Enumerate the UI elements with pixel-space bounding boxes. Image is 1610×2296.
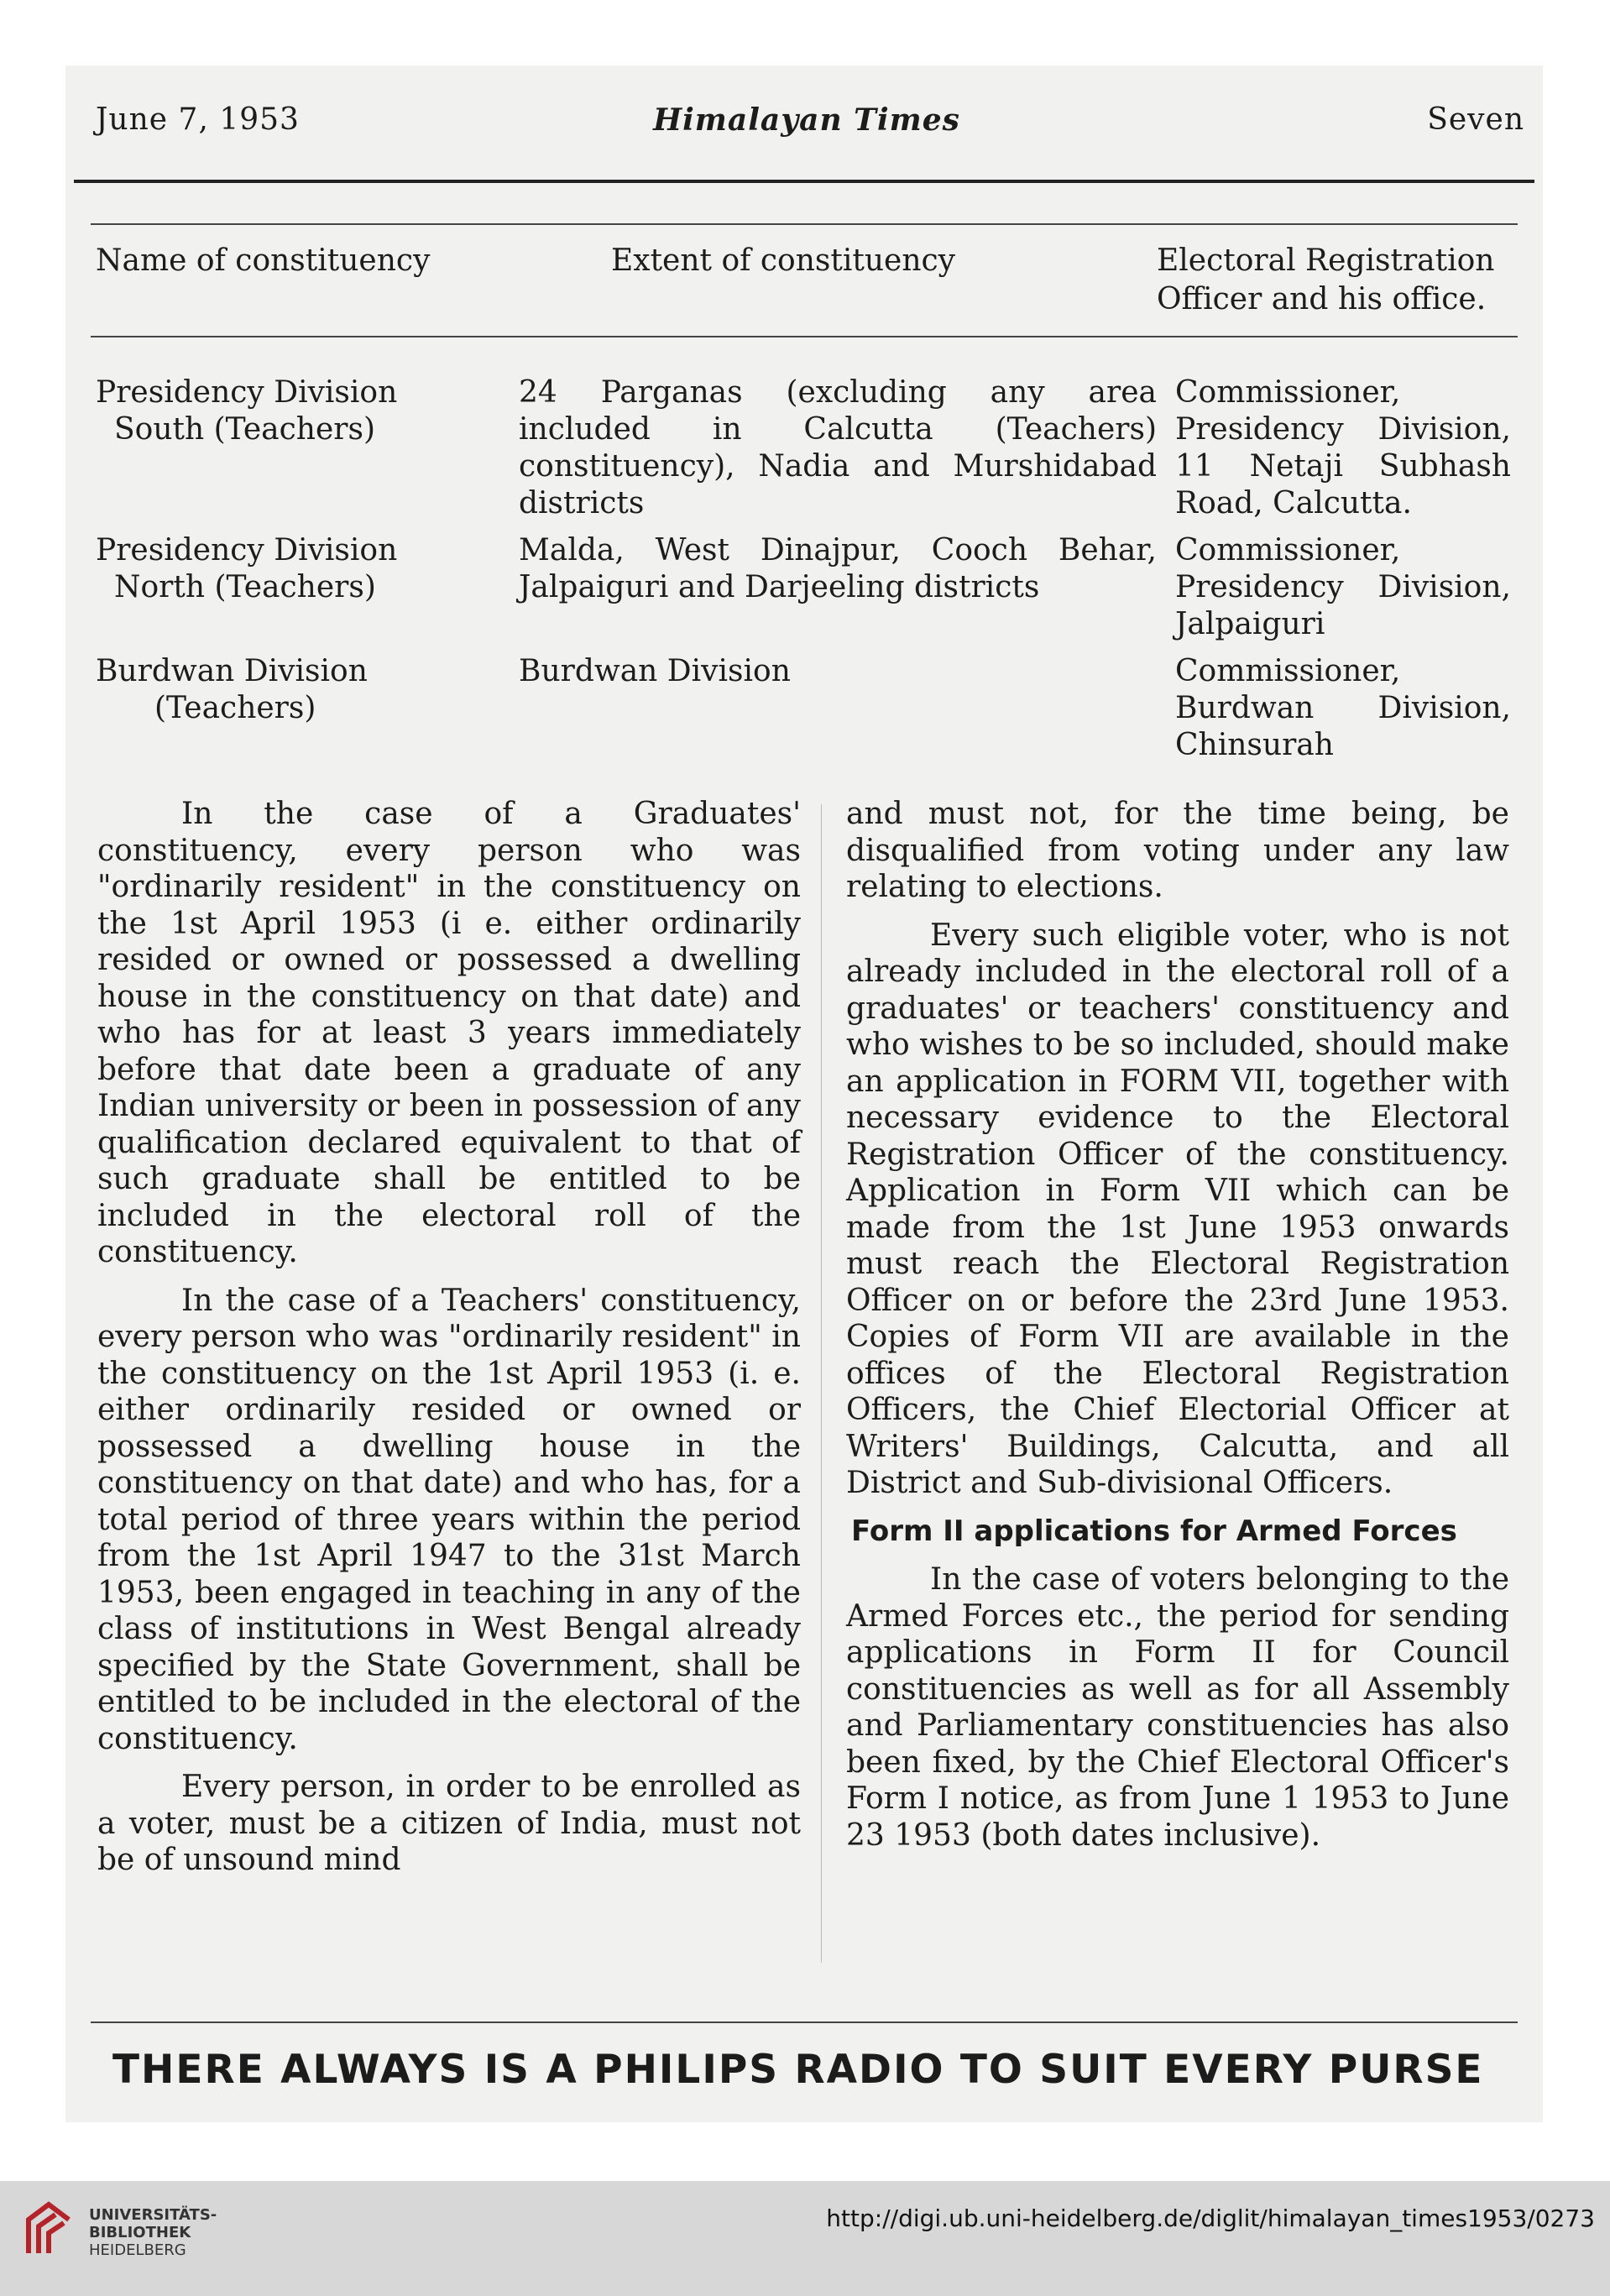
registration-officer: Commissioner, Presidency Division, 11 Netaji Subhash Road, Calcutta.: [1175, 375, 1511, 520]
constituency-extent: Malda, West Dinajpur, Cooch Behar, Jalpaiguri and Darjeeling districts: [519, 533, 1157, 604]
issue-date: June 7, 1953: [96, 102, 300, 137]
table-top-rule: [91, 223, 1518, 225]
article-column-right: [846, 796, 1509, 1865]
philips-advert: THERE ALWAYS IS A PHILIPS RADIO TO SUIT EVERY PURSE: [112, 2047, 1484, 2093]
table-row: [96, 653, 465, 727]
table-row: [96, 374, 465, 448]
constituency-type: (Teachers): [154, 691, 316, 725]
constituency-type: South (Teachers): [114, 412, 376, 447]
library-footer: [0, 2181, 1610, 2296]
library-name: UNIVERSITÄTS- BIBLIOTHEK HEIDELBERG: [89, 2206, 217, 2259]
paragraph: In the case of a Teachers' constituency, every person who was "ordinarily resident" in the constituency on the 1st April 1953 (i. e. either ordinarily resided or owned or possessed a dwelling house in the constituency on that date) and who has, for a total period of three years within the period from the 1st April 1947 to the 31st March 1953, been engaged in teaching in any of the class of institutions in West Bengal already specified by the State Government, shall be entitled to be included in the electoral of the constituency.: [97, 1283, 801, 1756]
table-header-name: Name of constituency: [96, 243, 431, 278]
column-divider: [821, 804, 822, 1963]
newspaper-page: [65, 65, 1543, 2122]
constituency-extent: Burdwan Division: [519, 654, 791, 688]
masthead: Himalayan Times: [653, 102, 960, 138]
constituency-extent: 24 Parganas (excluding any area included in Calcutta (Teachers) constituency), Nadia and Murshidabad districts: [519, 375, 1157, 520]
constituency-name: Burdwan Division: [96, 654, 368, 688]
advert-rule: [91, 2021, 1518, 2023]
paragraph: Every such eligible voter, who is not already included in the electoral roll of a graduates' or teachers' constituency and who wishes to be so included, should make an application in FORM VII, together with necessary evidence to the Electoral Registration Officer of the constituency. Application in Form VII which can be made from the 1st June 1953 onwards must reach the Electoral Registration Officer on or before the 23rd June 1953. Copies of Form VII are available in the offices of the Electoral Registration Officers, the Chief Electorial Officer at Writers' Buildings, Calcutta, and all District and Sub-divisional Officers.: [846, 918, 1509, 1500]
table-header-rule: [91, 336, 1518, 337]
registration-officer: Commissioner, Presidency Division, Jalpaiguri: [1175, 533, 1511, 641]
paragraph: Every person, in order to be enrolled as a voter, must be a citizen of India, must not be of unsound mind: [97, 1770, 801, 1877]
table-row: [96, 532, 465, 606]
header-rule: [74, 180, 1534, 183]
table-header-extent: Extent of constituency: [611, 243, 956, 278]
paragraph: In the case of voters belonging to the Armed Forces etc., the period for sending applications in Form II for Council constituencies as well as for all Assembly and Parliamentary constituencies has also been fixed, by the Chief Electoral Officer's Form I notice, as from June 1 1953 to June 23 1953 (both dates inclusive).: [846, 1562, 1509, 1853]
article-column-left: [97, 796, 801, 1891]
constituency-name: Presidency Division: [96, 533, 398, 567]
library-logo-icon: [22, 2198, 76, 2258]
constituency-type: North (Teachers): [114, 570, 376, 604]
paragraph: and must not, for the time being, be disqualified from voting under any law relating to elections.: [846, 797, 1509, 904]
paragraph: In the case of a Graduates' constituency, every person who was "ordinarily resident" in the constituency on the 1st April 1953 (i e. either ordinarily resided or owned or possessed a dwelling house in the constituency on that date) and who has for at least 3 years immediately before that date been a graduate of any Indian university or been in possession of any qualification declared equivalent to that of such graduate shall be entitled to be included in the electoral roll of the constituency.: [97, 797, 801, 1269]
table-header-officer: Electoral Registration Officer and his office.: [1157, 243, 1495, 316]
registration-officer: Commissioner, Burdwan Division, Chinsurah: [1175, 654, 1511, 762]
page-header: [89, 102, 1524, 153]
digital-library-url[interactable]: http://digi.ub.uni-heidelberg.de/diglit/himalayan_times1953/0273: [826, 2204, 1595, 2232]
page-number: Seven: [1427, 102, 1524, 137]
constituency-name: Presidency Division: [96, 375, 398, 410]
section-subheading: Form II applications for Armed Forces: [851, 1514, 1457, 1548]
